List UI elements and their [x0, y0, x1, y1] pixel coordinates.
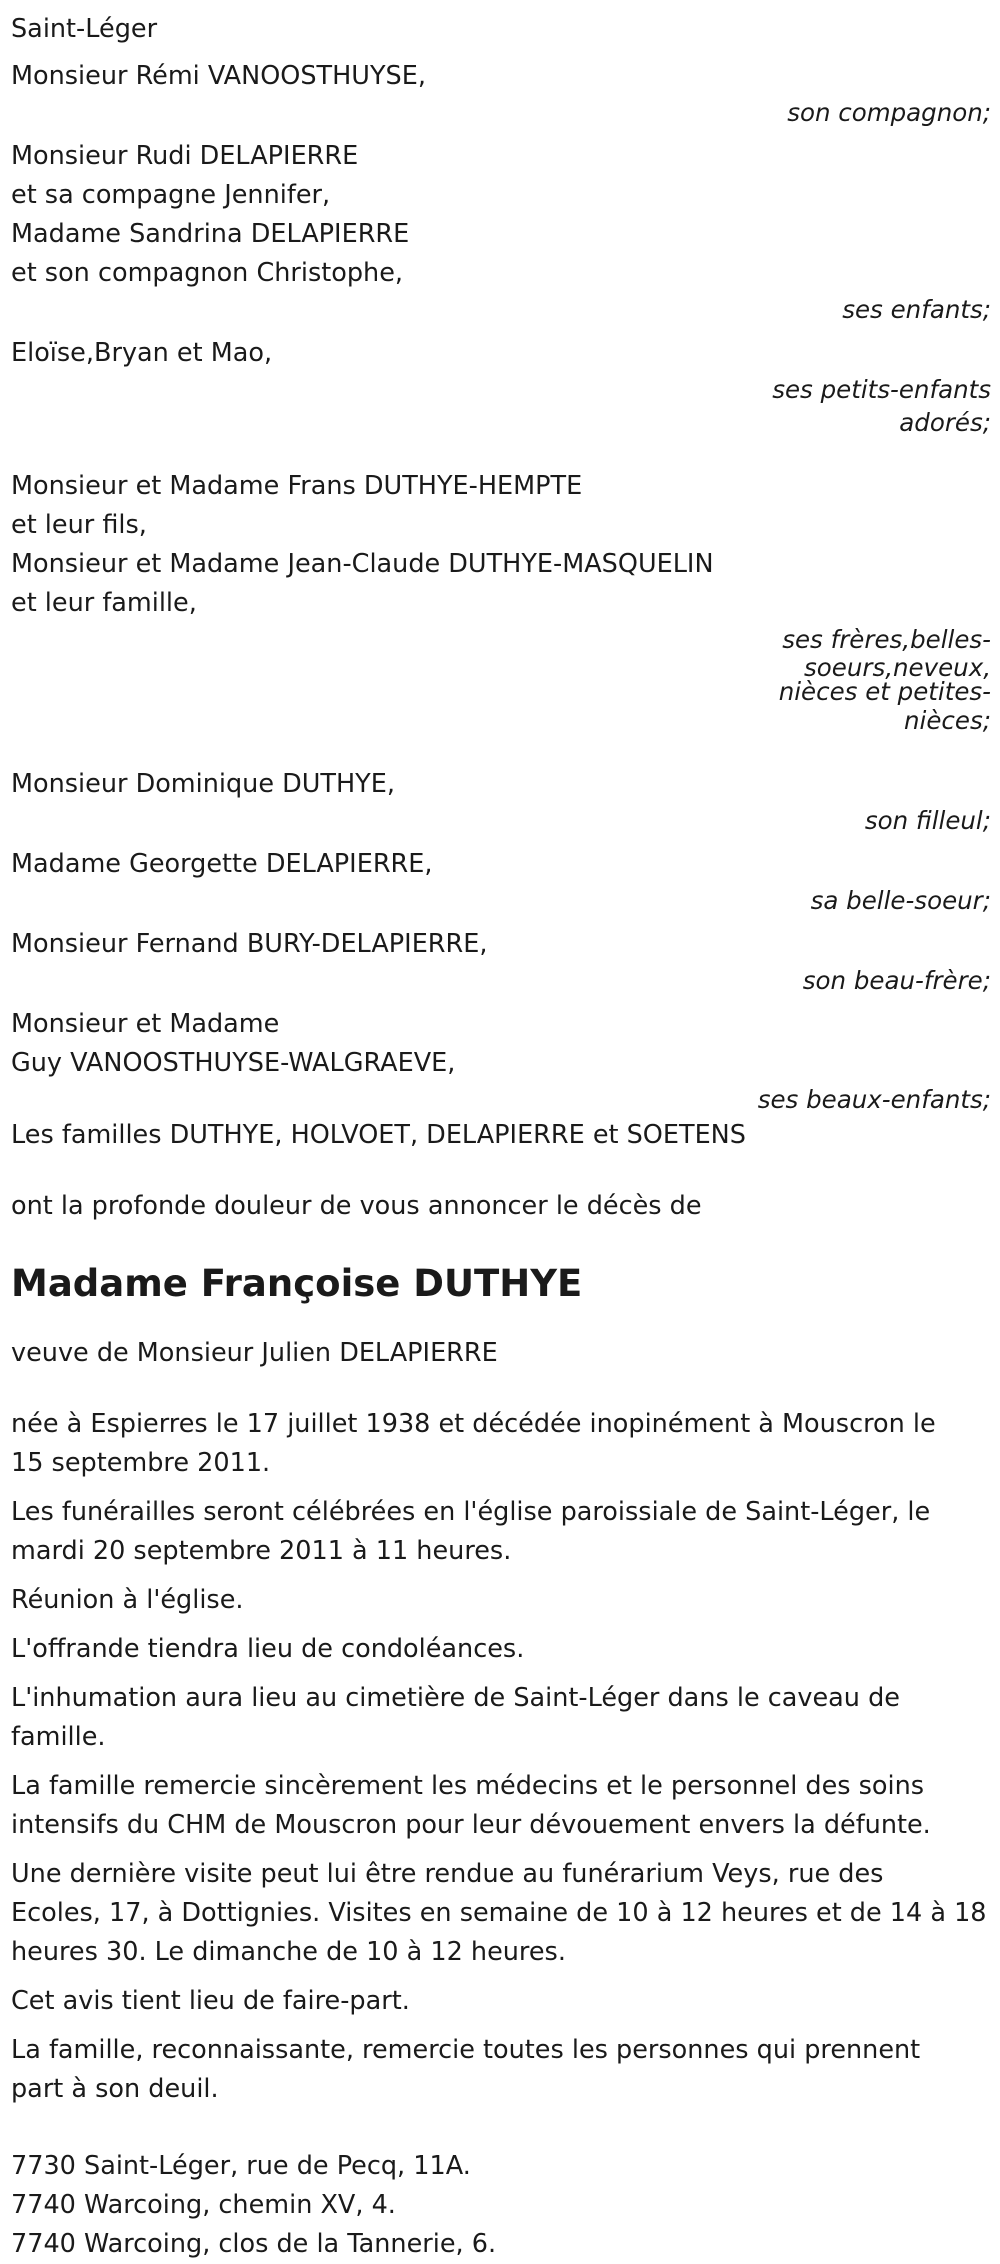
family-name-line: et leur fils,	[11, 510, 147, 540]
paragraph-line: La famille, reconnaissante, remercie toutes les personnes qui prennent	[11, 2035, 921, 2065]
paragraph-line: mardi 20 septembre 2011 à 11 heures.	[11, 1536, 512, 1566]
paragraph-burial	[11, 1679, 991, 1757]
family-name-line: Madame Sandrina DELAPIERRE	[11, 219, 410, 249]
paragraph-line: part à son deuil.	[11, 2074, 219, 2104]
paragraph-line: Cet avis tient lieu de faire-part.	[11, 1986, 410, 2016]
relation-label: ses beaux-enfants;	[757, 1085, 991, 1114]
address-list	[11, 2147, 991, 2264]
paragraph-thanks-medical	[11, 1767, 991, 1845]
paragraph-line: Réunion à l'église.	[11, 1585, 244, 1615]
paragraph-line: Les funérailles seront célébrées en l'église paroissiale de Saint-Léger, le	[11, 1497, 931, 1527]
family-name-line: Monsieur et Madame Frans DUTHYE-HEMPTE	[11, 471, 583, 501]
paragraph-line: Une dernière visite peut lui être rendue au funérarium Veys, rue des	[11, 1859, 884, 1889]
relation-label: ses enfants;	[842, 295, 991, 324]
relation-label: ses frères,belles-	[782, 625, 991, 654]
paragraph-line: heures 30. Le dimanche de 10 à 12 heures.	[11, 1937, 566, 1967]
relation-label: nièces et petites-	[778, 677, 991, 706]
family-group-companion	[11, 57, 991, 129]
family-name-line: Madame Georgette DELAPIERRE,	[11, 849, 433, 879]
relation-label: nièces;	[904, 706, 991, 735]
paragraph-birth-death	[11, 1405, 991, 1483]
paragraph-visit	[11, 1855, 991, 1972]
families-line: Les familles DUTHYE, HOLVOET, DELAPIERRE et SOETENS	[11, 1120, 746, 1150]
relation-label: sa belle-soeur;	[810, 886, 991, 915]
paragraph-funeral	[11, 1493, 991, 1571]
obituary-notice	[11, 10, 991, 2264]
family-group-godson	[11, 765, 991, 837]
address-line: 7740 Warcoing, chemin XV, 4.	[11, 2190, 396, 2220]
paragraph-line: intensifs du CHM de Mouscron pour leur dévouement envers la défunte.	[11, 1810, 931, 1840]
family-name-line: Monsieur Dominique DUTHYE,	[11, 769, 395, 799]
paragraph-line: née à Espierres le 17 juillet 1938 et décédée inopinément à Mouscron le	[11, 1409, 936, 1439]
family-name-line: et leur famille,	[11, 588, 197, 618]
paragraph-line: Ecoles, 17, à Dottignies. Visites en semaine de 10 à 12 heures et de 14 à 18	[11, 1898, 987, 1928]
family-name-line: Monsieur et Madame	[11, 1009, 280, 1039]
family-group-brother-in-law	[11, 925, 991, 997]
family-name-line: Monsieur Rudi DELAPIERRE	[11, 141, 359, 171]
address-line: 7730 Saint-Léger, rue de Pecq, 11A.	[11, 2151, 471, 2181]
relation-label: son filleul;	[864, 806, 991, 835]
relation-label: soeurs,neveux,	[804, 653, 991, 682]
paragraph-line: 15 septembre 2011.	[11, 1448, 271, 1478]
family-name-line: et son compagnon Christophe,	[11, 258, 404, 288]
deceased-name: Madame Françoise DUTHYE	[11, 1262, 583, 1305]
paragraph-line: L'inhumation aura lieu au cimetière de Saint-Léger dans le caveau de	[11, 1683, 900, 1713]
family-group-siblings	[11, 467, 991, 737]
paragraph-line: La famille remercie sincèrement les médecins et le personnel des soins	[11, 1771, 925, 1801]
family-name-line: Monsieur Fernand BURY-DELAPIERRE,	[11, 929, 488, 959]
family-group-in-laws	[11, 1005, 991, 1116]
paragraph-thanks-all	[11, 2031, 991, 2109]
family-group-children	[11, 137, 991, 326]
family-name-line: Eloïse,Bryan et Mao,	[11, 338, 273, 368]
family-name-line: Monsieur Rémi VANOOSTHUYSE,	[11, 61, 426, 91]
announcement-text: ont la profonde douleur de vous annoncer le décès de	[11, 1191, 702, 1221]
paragraph-notice	[11, 1982, 991, 2021]
relation-label: son compagnon;	[787, 98, 991, 127]
widow-of-text: veuve de Monsieur Julien DELAPIERRE	[11, 1338, 498, 1368]
relation-label: ses petits-enfants	[772, 375, 991, 404]
address-line: 7740 Warcoing, clos de la Tannerie, 6.	[11, 2229, 497, 2259]
relation-label: adorés;	[899, 408, 991, 437]
relation-label: son beau-frère;	[802, 966, 991, 995]
family-name-line: Monsieur et Madame Jean-Claude DUTHYE-MASQUELIN	[11, 549, 714, 579]
paragraph-meeting	[11, 1581, 991, 1620]
family-group-sister-in-law	[11, 845, 991, 917]
family-group-grandchildren	[11, 334, 991, 439]
family-name-line: et sa compagne Jennifer,	[11, 180, 331, 210]
place-header: Saint-Léger	[11, 14, 158, 44]
paragraph-line: L'offrande tiendra lieu de condoléances.	[11, 1634, 525, 1664]
paragraph-line: famille.	[11, 1722, 106, 1752]
family-name-line: Guy VANOOSTHUYSE-WALGRAEVE,	[11, 1048, 456, 1078]
paragraph-offering	[11, 1630, 991, 1669]
